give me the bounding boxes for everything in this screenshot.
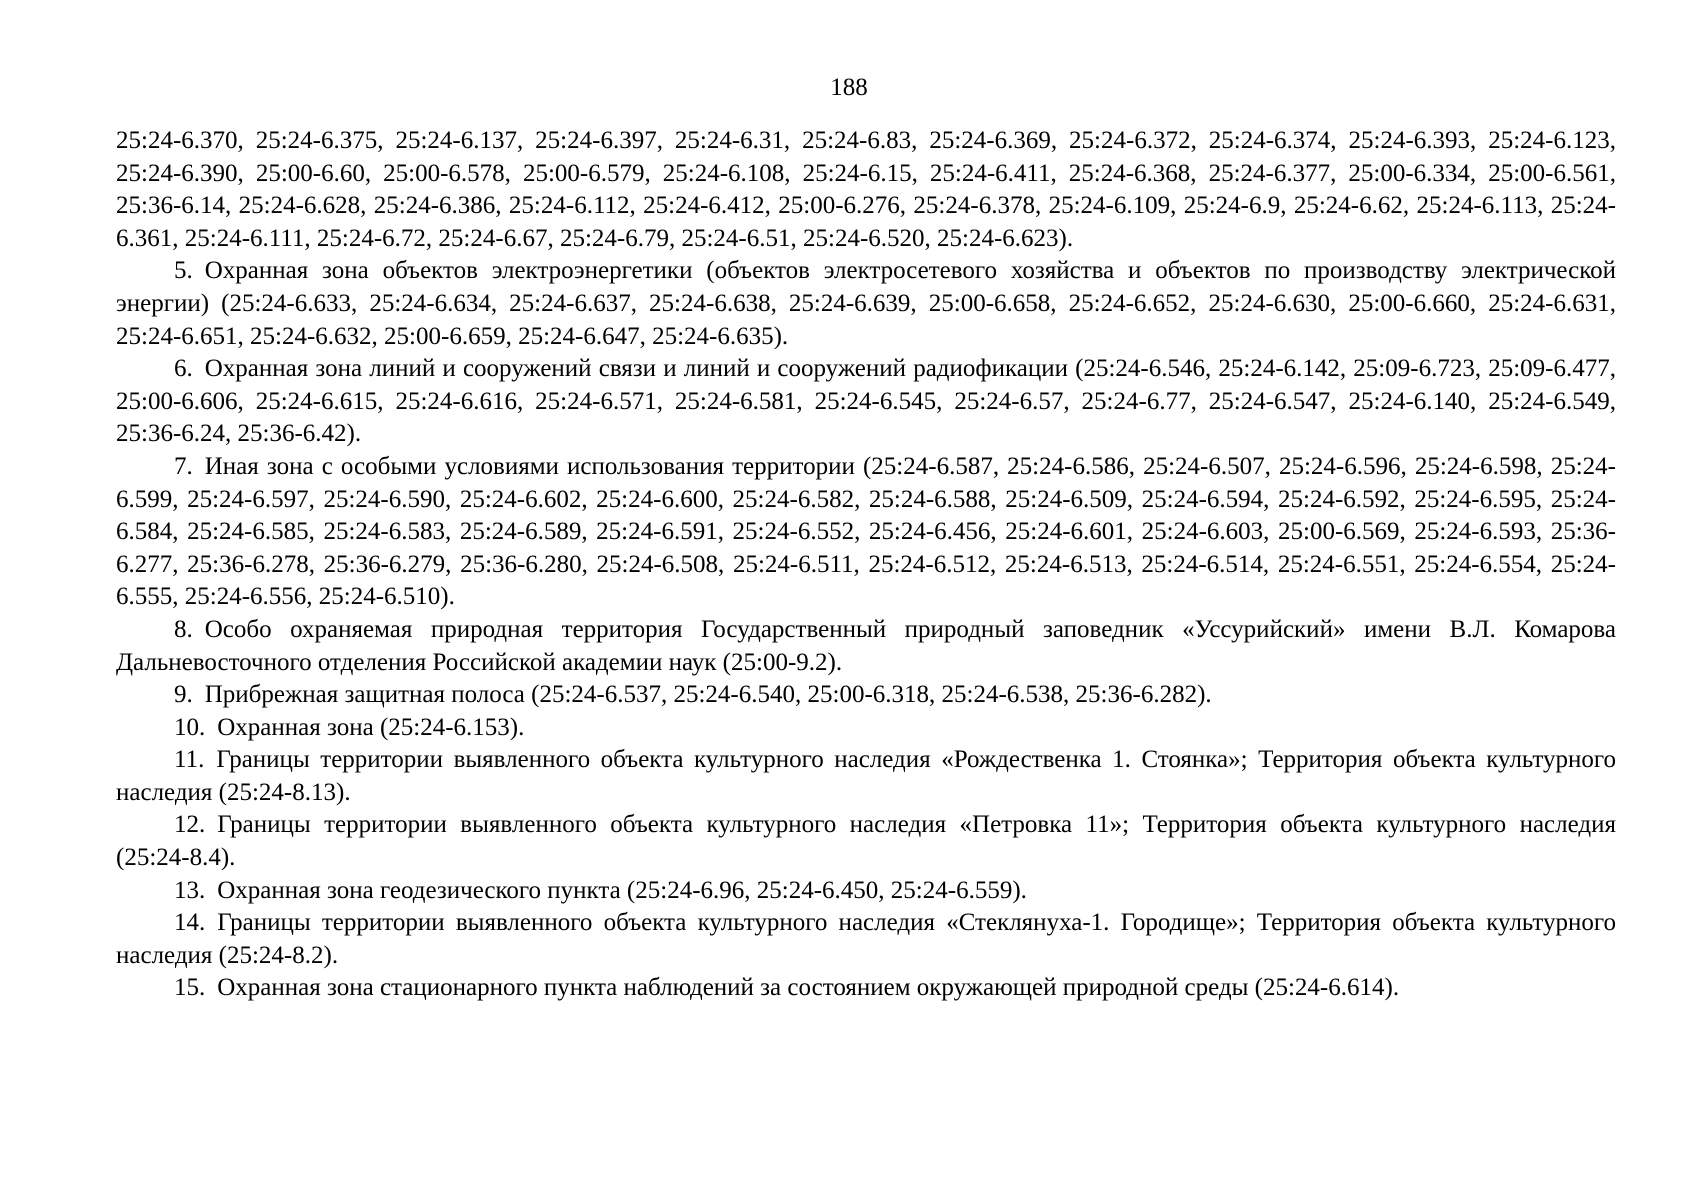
item-number: 13. [174,876,206,904]
item-number: 10. [174,713,206,741]
list-item-8 [116,614,1616,679]
item-text: Охранная зона (25:24-6.153). [217,713,525,741]
list-item-7 [116,451,1616,614]
list-item-11 [116,744,1616,809]
list-item-6 [116,353,1616,451]
list-item-12 [116,809,1616,874]
item-text: Иная зона с особыми условиями использования территории (25:24-6.587, 25:24-6.586, 25:24-6.507, 25:24-6.596, 25:24-6.598, 25:24-6.599, 25:24-6.597, 25:24-6.590, 25:24-6.602, 25:24-6.600, 25:24-6.582, 25:24-6.588, 25:24-6.509, 25:24-6.594, 25:24-6.592, 25:24-6.595, 25:24-6.584, 25:24-6.585, 25:24-6.583, 25:24-6.589, 25:24-6.591, 25:24-6.552, 25:24-6.456, 25:24-6.601, 25:24-6.603, 25:00-6.569, 25:24-6.593, 25:36-6.277, 25:36-6.278, 25:36-6.279, 25:36-6.280, 25:24-6.508, 25:24-6.511, 25:24-6.512, 25:24-6.513, 25:24-6.514, 25:24-6.551, 25:24-6.554, 25:24-6.555, 25:24-6.556, 25:24-6.510). [116,452,1616,611]
item-text: Границы территории выявленного объекта культурного наследия «Петровка 11»; Территория объекта культурного наследия (25:24-8.4). [116,811,1616,872]
item-number: 7. [174,452,193,480]
item-number: 15. [174,974,206,1002]
list-item-5 [116,255,1616,353]
document-body [116,125,1616,1005]
item-number: 14. [174,909,206,937]
item-text: Охранная зона стационарного пункта наблюдений за состоянием окружающей природной среды (25:24-6.614). [217,974,1400,1002]
list-item-15 [116,972,1616,1005]
list-item-9 [116,679,1616,712]
item-number: 8. [174,615,193,643]
item-number: 5. [174,257,193,285]
page-number: 188 [830,74,868,101]
list-item-13 [116,875,1616,908]
item-text: Прибрежная защитная полоса (25:24-6.537, 25:24-6.540, 25:00-6.318, 25:24-6.538, 25:36-6.282). [204,681,1212,709]
item-text: Границы территории выявленного объекта культурного наследия «Рождественка 1. Стоянка»; Территория объекта культурного наследия (25:24-8.13). [116,746,1616,806]
list-item-14 [116,907,1616,972]
item-text: Охранная зона линий и сооружений связи и линий и сооружений радиофикации (25:24-6.546, 25:24-6.142, 25:09-6.723, 25:09-6.477, 25:00-6.606, 25:24-6.615, 25:24-6.616, 25:24-6.571, 25:24-6.581, 25:24-6.545, 25:24-6.57, 25:24-6.77, 25:24-6.547, 25:24-6.140, 25:24-6.549, 25:36-6.24, 25:36-6.42). [116,355,1616,448]
item-text: Охранная зона геодезического пункта (25:24-6.96, 25:24-6.450, 25:24-6.559). [217,876,1027,904]
continuation-paragraph: 25:24-6.370, 25:24-6.375, 25:24-6.137, 25:24-6.397, 25:24-6.31, 25:24-6.83, 25:24-6.369, 25:24-6.372, 25:24-6.374, 25:24-6.393, 25:24-6.123, 25:24-6.390, 25:00-6.60, 25:00-6.578, 25:00-6.579, 25:24-6.108, 25:24-6.15, 25:24-6.411, 25:24-6.368, 25:24-6.377, 25:00-6.334, 25:00-6.561, 25:36-6.14, 25:24-6.628, 25:24-6.386, 25:24-6.112, 25:24-6.412, 25:00-6.276, 25:24-6.378, 25:24-6.109, 25:24-6.9, 25:24-6.62, 25:24-6.113, 25:24-6.361, 25:24-6.111, 25:24-6.72, 25:24-6.67, 25:24-6.79, 25:24-6.51, 25:24-6.520, 25:24-6.623). [116,127,1616,252]
item-number: 11. [174,746,205,774]
item-number: 9. [174,681,193,709]
item-text: Границы территории выявленного объекта культурного наследия «Стеклянуха-1. Городище»; Территория объекта культурного наследия (25:24-8.2). [116,909,1616,969]
item-text: Особо охраняемая природная территория Государственный природный заповедник «Уссурийский» имени В.Л. Комарова Дальневосточного отделения Российской академии наук (25:00-9.2). [116,615,1616,676]
item-text: Охранная зона объектов электроэнергетики (объектов электросетевого хозяйства и объектов по производству электрической энергии) (25:24-6.633, 25:24-6.634, 25:24-6.637, 25:24-6.638, 25:24-6.639, 25:00-6.658, 25:24-6.652, 25:24-6.630, 25:00-6.660, 25:24-6.631, 25:24-6.651, 25:24-6.632, 25:00-6.659, 25:24-6.647, 25:24-6.635). [116,257,1616,350]
item-number: 6. [174,355,193,383]
list-item-10 [116,712,1616,745]
item-number: 12. [174,811,206,839]
